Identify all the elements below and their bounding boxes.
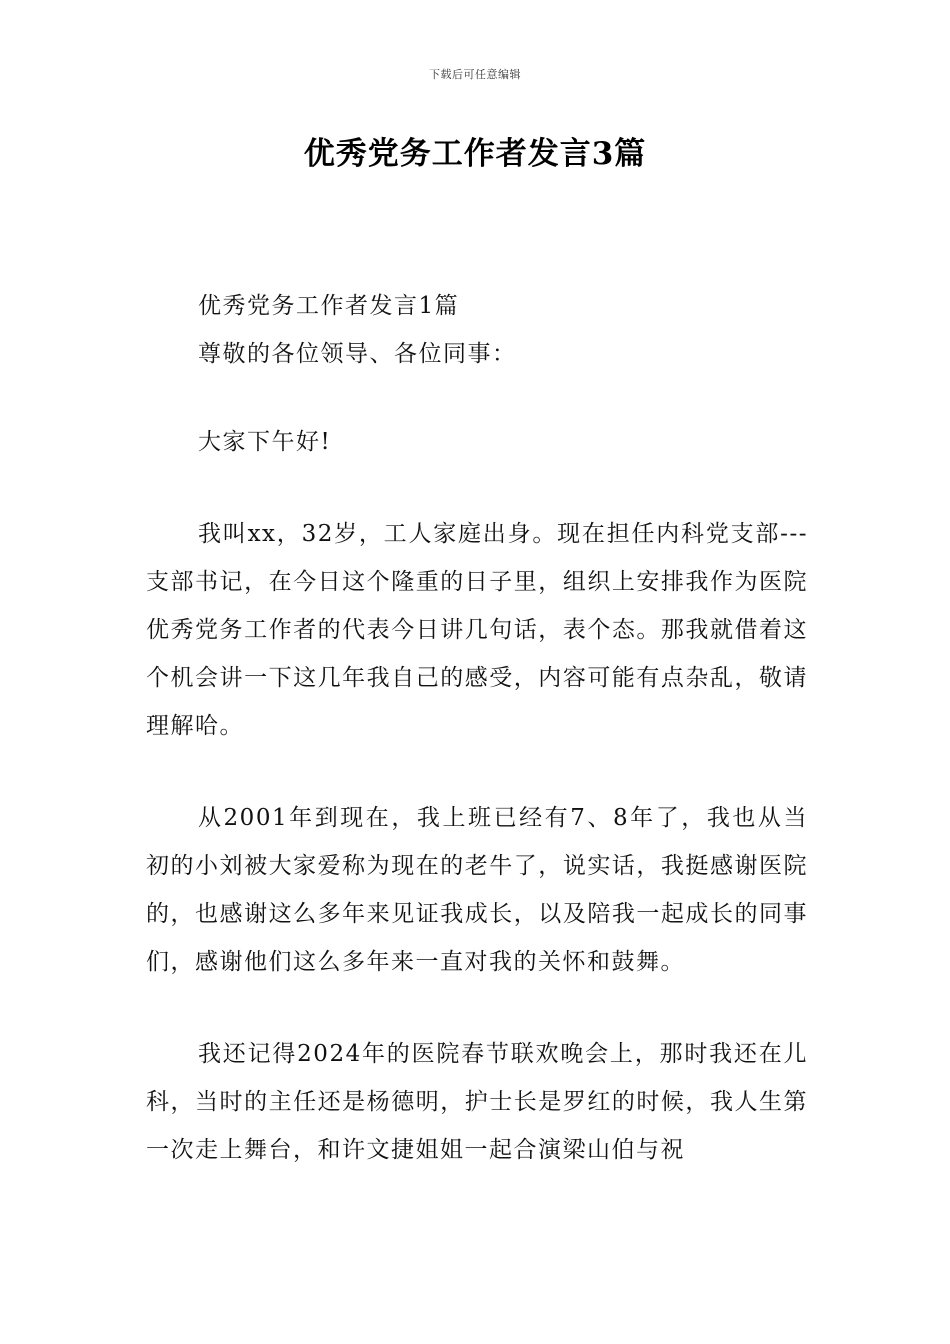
spacer: [146, 986, 808, 1030]
document-title: 优秀党务工作者发言3篇: [303, 136, 647, 172]
spacer: [146, 750, 808, 794]
document-body: [146, 282, 808, 1174]
paragraph-3: 我还记得2024年的医院春节联欢晚会上，那时我还在儿科，当时的主任还是杨德明，护士长是罗红的时候，我人生第一次走上舞台，和许文捷姐姐一起合演梁山伯与祝: [146, 1041, 808, 1163]
section-heading: 优秀党务工作者发言1篇: [198, 293, 460, 319]
header-note: 下载后可任意编辑: [429, 68, 521, 81]
salutation: 尊敬的各位领导、各位同事：: [198, 341, 517, 367]
paragraph-1: 我叫xx，32岁，工人家庭出身。现在担任内科党支部---支部书记，在今日这个隆重的日子里，组织上安排我作为医院优秀党务工作者的代表今日讲几句话，表个态。那我就借着这个机会讲一下这几年我自己的感受，内容可能有点杂乱，敬请理解哈。: [146, 521, 808, 739]
paragraph-2: 从2001年到现在，我上班已经有7、8年了，我也从当初的小刘被大家爱称为现在的老牛了，说实话，我挺感谢医院的，也感谢这么多年来见证我成长，以及陪我一起成长的同事们，感谢他们这么多年来一直对我的关怀和鼓舞。: [146, 805, 808, 975]
greeting: 大家下午好!: [198, 429, 332, 455]
spacer: [146, 466, 808, 510]
spacer: [146, 378, 808, 418]
